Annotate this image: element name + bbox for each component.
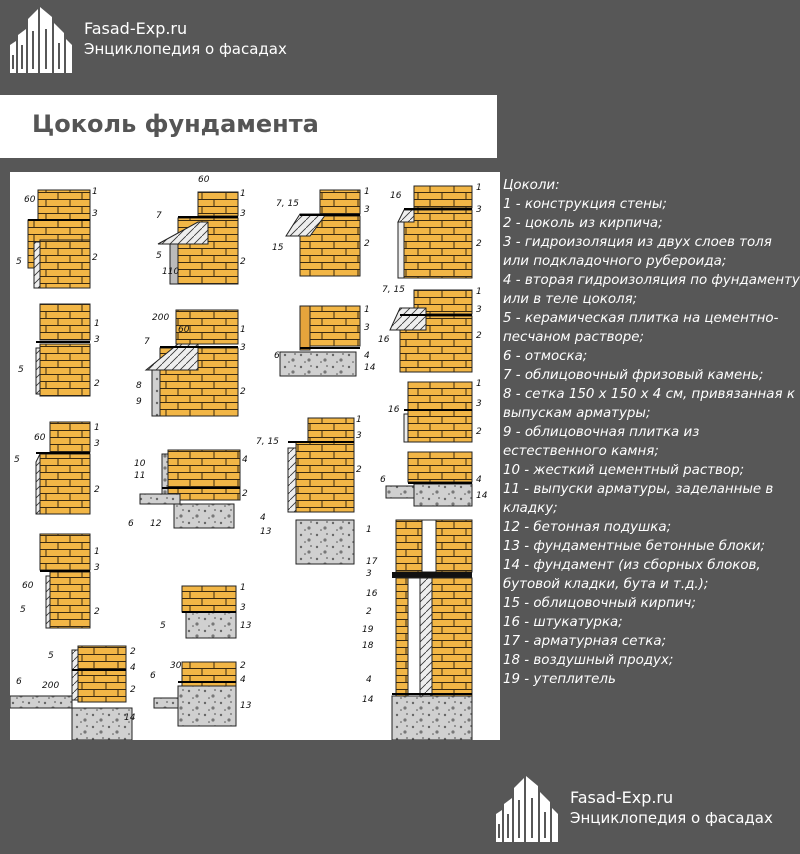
svg-text:6: 6 [380, 475, 386, 485]
detail-15 [378, 285, 482, 372]
svg-text:1: 1 [94, 423, 100, 433]
svg-text:200: 200 [42, 681, 60, 691]
logo-site: Fasad-Exp.ru [84, 19, 188, 38]
svg-text:7: 7 [144, 337, 150, 347]
detail-11 [276, 187, 370, 276]
logo-text [84, 19, 287, 59]
svg-text:3: 3 [476, 305, 482, 315]
svg-text:3: 3 [94, 335, 100, 345]
detail-17 [380, 452, 488, 506]
svg-text:4: 4 [366, 675, 372, 685]
legend-item: 2 - цоколь из кирпича; [503, 216, 663, 231]
svg-text:7, 15: 7, 15 [256, 437, 279, 447]
svg-text:2: 2 [130, 685, 136, 695]
detail-13 [256, 415, 362, 564]
svg-text:60: 60 [24, 195, 36, 205]
legend-item: 17 - арматурная сетка; [503, 634, 667, 649]
svg-text:7: 7 [156, 211, 162, 221]
detail-8 [128, 450, 248, 529]
detail-9 [160, 583, 252, 638]
legend-item: 7 - облицовочный фризовый камень; [503, 368, 764, 383]
svg-text:2: 2 [476, 331, 482, 341]
svg-text:2: 2 [476, 427, 482, 437]
svg-text:2: 2 [366, 607, 372, 617]
svg-text:5: 5 [156, 251, 162, 261]
svg-text:1: 1 [94, 547, 100, 557]
svg-text:6: 6 [16, 677, 22, 687]
svg-text:7, 15: 7, 15 [382, 285, 405, 295]
svg-text:1: 1 [356, 415, 362, 425]
svg-text:14: 14 [476, 491, 488, 501]
svg-text:1: 1 [240, 325, 246, 335]
svg-text:2: 2 [240, 661, 246, 671]
legend-item: 14 - фундамент (из сборных блоков, бутовой кладки, бута и т.д.); [503, 558, 761, 592]
svg-text:2: 2 [364, 239, 370, 249]
svg-text:4: 4 [476, 475, 482, 485]
svg-text:9: 9 [136, 397, 142, 407]
page-title: Цоколь фундамента [32, 110, 319, 138]
svg-text:5: 5 [14, 455, 20, 465]
legend-heading: Цоколи: [503, 178, 560, 193]
svg-text:1: 1 [476, 287, 482, 297]
legend-item: 16 - штукатурка; [503, 615, 623, 630]
detail-4 [20, 534, 100, 628]
legend-item: 12 - бетонная подушка; [503, 520, 672, 535]
svg-text:18: 18 [362, 641, 374, 651]
svg-text:13: 13 [260, 527, 272, 537]
building-logo-icon [494, 774, 560, 842]
svg-text:3: 3 [476, 205, 482, 215]
svg-text:4: 4 [242, 455, 248, 465]
svg-text:5: 5 [48, 651, 54, 661]
svg-text:2: 2 [240, 257, 246, 267]
svg-text:1: 1 [240, 583, 246, 593]
detail-10 [150, 661, 252, 726]
svg-text:3: 3 [240, 209, 246, 219]
svg-text:3: 3 [94, 563, 100, 573]
svg-text:3: 3 [476, 399, 482, 409]
svg-text:4: 4 [130, 663, 136, 673]
legend-item: 3 - гидроизоляция из двух слоев толя или подкладочного рубероида; [503, 235, 772, 269]
svg-text:3: 3 [364, 205, 370, 215]
legend-item: 18 - воздушный продух; [503, 653, 674, 668]
detail-1 [16, 187, 98, 288]
svg-text:17: 17 [366, 557, 378, 567]
detail-6 [156, 175, 246, 284]
svg-text:14: 14 [362, 695, 374, 705]
svg-text:1: 1 [364, 187, 370, 197]
svg-text:3: 3 [240, 343, 246, 353]
svg-text:200: 200 [152, 313, 170, 323]
detail-2 [18, 304, 100, 396]
plinth-diagram [10, 172, 500, 740]
svg-text:14: 14 [364, 363, 376, 373]
detail-7 [136, 310, 246, 416]
legend-item: 11 - выпуски арматуры, заделанные в кладку; [503, 482, 774, 516]
legend-item: 19 - утеплитель [503, 672, 616, 687]
bottom-logo[interactable] [494, 774, 773, 842]
svg-text:1: 1 [476, 379, 482, 389]
svg-text:6: 6 [128, 519, 134, 529]
svg-text:16: 16 [388, 405, 400, 415]
detail-18 [362, 520, 472, 740]
detail-5 [10, 646, 136, 740]
svg-text:2: 2 [356, 465, 362, 475]
svg-text:5: 5 [160, 621, 166, 631]
legend-item: 5 - керамическая плитка на цементно-песчаном растворе; [503, 311, 779, 345]
legend [503, 176, 800, 689]
svg-text:1: 1 [240, 189, 246, 199]
detail-14 [390, 183, 482, 278]
svg-text:8: 8 [136, 381, 142, 391]
legend-item: 6 - отмоска; [503, 349, 588, 364]
svg-text:16: 16 [366, 589, 378, 599]
legend-item: 8 - сетка 150 х 150 х 4 см, привязанная к выпускам арматуры; [503, 387, 795, 421]
legend-item: 10 - жесткий цементный раствор; [503, 463, 745, 478]
svg-text:60: 60 [22, 581, 34, 591]
svg-text:1: 1 [476, 183, 482, 193]
svg-text:1: 1 [92, 187, 98, 197]
logo-site: Fasad-Exp.ru [570, 788, 674, 807]
svg-text:19: 19 [362, 625, 374, 635]
building-logo-icon [8, 5, 74, 73]
legend-item: 13 - фундаментные бетонные блоки; [503, 539, 766, 554]
svg-text:5: 5 [20, 605, 26, 615]
title-bar [0, 95, 497, 158]
svg-text:5: 5 [18, 365, 24, 375]
svg-text:10: 10 [134, 459, 146, 469]
legend-item: 9 - облицовочная плитка из естественного камня; [503, 425, 700, 459]
svg-text:60: 60 [34, 433, 46, 443]
svg-text:2: 2 [94, 379, 100, 389]
svg-text:2: 2 [94, 607, 100, 617]
svg-text:4: 4 [260, 513, 266, 523]
detail-3 [14, 422, 100, 514]
svg-text:3: 3 [92, 209, 98, 219]
svg-text:6: 6 [274, 351, 280, 361]
svg-text:1: 1 [364, 305, 370, 315]
svg-text:3: 3 [364, 323, 370, 333]
plinth-diagram-panel [10, 172, 500, 740]
legend-item: 1 - конструкция стены; [503, 197, 667, 212]
svg-text:12: 12 [150, 519, 162, 529]
svg-text:3: 3 [366, 569, 372, 579]
svg-text:4: 4 [364, 351, 370, 361]
logo-text [570, 788, 773, 828]
svg-text:13: 13 [240, 701, 252, 711]
svg-text:30: 30 [170, 661, 182, 671]
svg-text:15: 15 [272, 243, 284, 253]
top-logo[interactable] [8, 5, 287, 73]
logo-tagline: Энциклопедия о фасадах [570, 809, 773, 827]
svg-text:60: 60 [198, 175, 210, 185]
svg-text:3: 3 [356, 431, 362, 441]
svg-text:14: 14 [124, 713, 136, 723]
svg-text:11: 11 [134, 471, 146, 481]
svg-text:2: 2 [476, 239, 482, 249]
svg-text:16: 16 [378, 335, 390, 345]
svg-text:13: 13 [240, 621, 252, 631]
svg-text:1: 1 [94, 319, 100, 329]
svg-text:2: 2 [240, 387, 246, 397]
svg-text:5: 5 [16, 257, 22, 267]
svg-text:6: 6 [150, 671, 156, 681]
svg-text:60: 60 [178, 325, 190, 335]
svg-text:4: 4 [240, 675, 246, 685]
svg-text:2: 2 [94, 485, 100, 495]
logo-tagline: Энциклопедия о фасадах [84, 40, 287, 58]
svg-text:2: 2 [242, 489, 248, 499]
svg-text:16: 16 [390, 191, 402, 201]
svg-text:110: 110 [162, 267, 180, 277]
svg-text:3: 3 [240, 603, 246, 613]
legend-item: 4 - вторая гидроизоляция по фундаменту или в теле цоколя; [503, 273, 800, 307]
svg-text:2: 2 [130, 647, 136, 657]
svg-text:3: 3 [94, 439, 100, 449]
svg-text:2: 2 [92, 253, 98, 263]
svg-text:1: 1 [366, 525, 372, 535]
legend-item: 15 - облицовочный кирпич; [503, 596, 696, 611]
detail-16 [388, 379, 482, 442]
svg-text:7, 15: 7, 15 [276, 199, 299, 209]
